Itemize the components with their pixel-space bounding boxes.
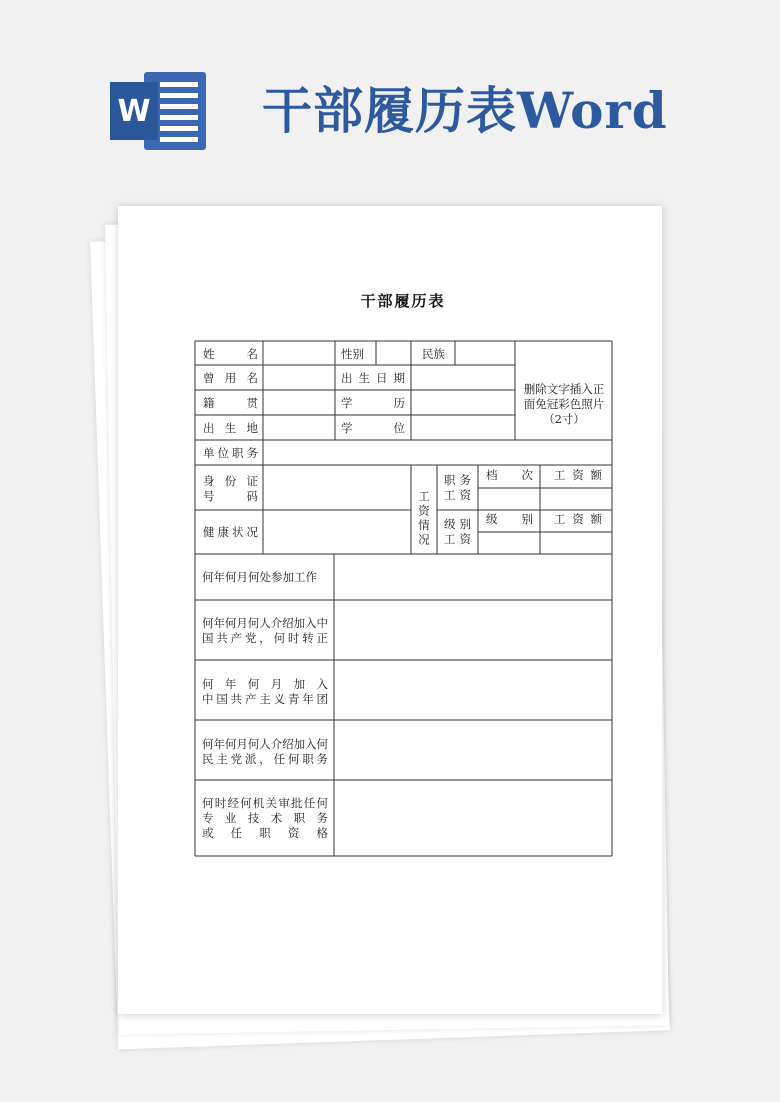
label-gender: 性别 bbox=[341, 347, 364, 361]
label-id-number-line-2: 号码 bbox=[203, 489, 258, 503]
label-level-salary-line-2: 工资 bbox=[444, 532, 471, 546]
label-unit-position: 单位职务 bbox=[203, 446, 258, 460]
question-democratic-line-2: 民主党派，任何职务 bbox=[202, 752, 328, 766]
question-youth-line-2: 中国共产主义青年团 bbox=[202, 692, 328, 706]
question-youth-line-1: 何年何月加入 bbox=[202, 677, 328, 691]
question-cpc-line-2: 国共产党，何时转正 bbox=[202, 631, 328, 645]
label-salary-amount-2: 工资额 bbox=[554, 512, 602, 526]
label-salary-amount: 工资额 bbox=[554, 468, 602, 482]
document-title: 干部履历表 bbox=[360, 292, 446, 310]
label-ethnicity: 民族 bbox=[422, 347, 445, 361]
label-salary-situation: 工资情况 bbox=[417, 490, 431, 548]
question-professional-line-1: 何时经何机关审批任何 bbox=[202, 796, 328, 810]
label-birth-date: 出生日期 bbox=[341, 371, 405, 385]
question-work-start: 何年何月何处参加工作 bbox=[202, 570, 317, 584]
label-health: 健康状况 bbox=[203, 525, 258, 539]
question-democratic-line-1: 何年何月何人介绍加入何 bbox=[202, 737, 328, 751]
label-position-salary-line-2: 工资 bbox=[444, 488, 471, 502]
svg-text:W: W bbox=[117, 94, 151, 129]
question-professional-line-3: 或任职资格 bbox=[202, 826, 328, 840]
photo-note-line-3: （2寸） bbox=[543, 412, 585, 426]
photo-note-line-2: 面免冠彩色照片 bbox=[523, 397, 605, 411]
label-position-salary-line-1: 职务 bbox=[444, 473, 471, 487]
label-id-number-line-1: 身份证 bbox=[203, 474, 258, 488]
label-former-name: 曾用名 bbox=[203, 371, 258, 385]
question-cpc-line-1: 何年何月何人介绍加入中 bbox=[202, 616, 328, 630]
label-level: 级别 bbox=[486, 512, 533, 526]
label-degree: 学位 bbox=[341, 421, 405, 435]
label-name: 姓名 bbox=[203, 347, 258, 361]
photo-note-line-1: 删除文字插入正 bbox=[523, 382, 605, 396]
label-birthplace: 出生地 bbox=[203, 421, 258, 435]
label-education: 学历 bbox=[341, 396, 405, 410]
label-native-place: 籍贯 bbox=[203, 396, 258, 410]
header-title: 干部履历表Word bbox=[262, 81, 668, 140]
label-grade: 档次 bbox=[486, 468, 533, 482]
question-professional-line-2: 专业技术职务 bbox=[202, 811, 328, 825]
label-level-salary-line-1: 级别 bbox=[444, 517, 471, 531]
